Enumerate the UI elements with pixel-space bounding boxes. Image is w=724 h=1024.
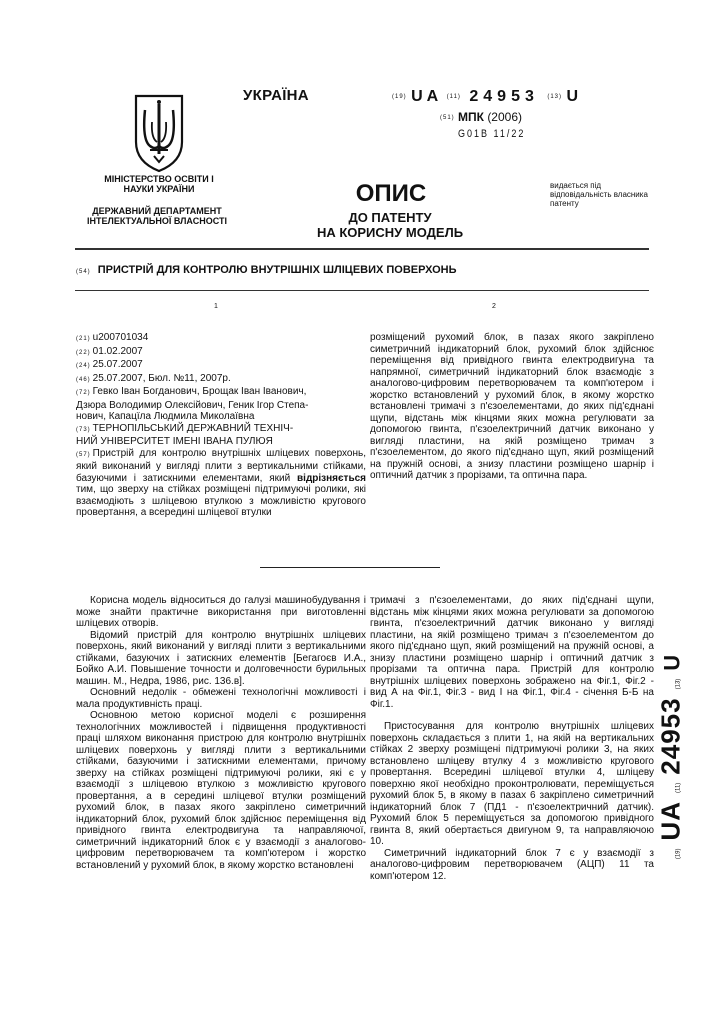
section-divider bbox=[260, 567, 440, 568]
side-patent-stamp: (19)UA(11)24953(13)U bbox=[655, 654, 686, 860]
paragraph: Пристосування для контролю внутрішніх шліцевих поверхонь складається з плити 1, на якій на вертикальних стійках 2 зверху розміщені підтримуючі ролики 3, на яких встановлено шліцеву втулку 4 з можливістю кругового провертання. Всередині шліцевої втулки 4, шліцеву поверхню якої необхідно проконтролювати, переміщується рухомий блок 5, в якому в пазах 6 закріплено симетричний індикаторний блок 7 (ПД1 - п'єзоелектричний датчик). Рухомий блок 5 переміщується за допомогою привідного гвинта 8, який обертається двигуном 9, та направляючою 10. bbox=[370, 721, 654, 847]
application-number: (21) u200701034 bbox=[76, 332, 149, 343]
description-left-column bbox=[76, 595, 366, 871]
country-name: УКРАЇНА bbox=[243, 87, 309, 104]
patent-number: 24953 bbox=[469, 88, 539, 105]
paragraph: тримачі з п'єзоелементами, до яких під'єднані щупи, відстань між кінцями яких можна регулювати за допомогою гвинта, п'єзоелектричний датчик виконано у вигляді пластини, на якій розміщено тримач з п'єзоелементом до якого під'єднано щуп, який розміщений на пружній основі, а знизу пластини розміщено шарнір і оптичний датчик з прорізами та оптична пара. Пристрій для контролю внутрішніх шліцевих поверхонь зображено на Фіг.1, Фіг.2 - вид А на Фіг.1, Фіг.3 - вид І на Фіг.1, Фіг.4 - січення Б-Б на Фіг.1. bbox=[370, 595, 654, 710]
document-subtitle: ДО ПАТЕНТУ НА КОРИСНУ МОДЕЛЬ bbox=[316, 210, 464, 240]
paragraph: Основною метою корисної моделі є розширення технологічних можливостей і підвищення продуктивності праці шляхом виконання пристрою для контролю внутрішніх шліцевих поверхонь у вигляді плити з вертикальними стійками, базуючими і затискними елементами, причому зверху на стійках розміщені підтримуючі ролики, які є у взаємодії з шліцевою втулкою з можливістю кругового провертання, а в середині шліцевої втулки розміщений рухомий блок, в пазах якого закріплено симетричний індикаторний блок, рухомий блок здійснює переміщення від привідного гвинта електродвигуна та направляючої, симетричний індикаторний блок є у взаємодії з аналогово-цифровим перетворювачем та комп'ютером і жорстко встановлений у рухомий блок, в якому жорстко встановлені bbox=[76, 710, 366, 871]
header-rule bbox=[75, 248, 649, 250]
publication-number: (19) UA (11) 24953 (13) U bbox=[392, 88, 579, 105]
department-name: ДЕРЖАВНИЙ ДЕПАРТАМЕНТ ІНТЕЛЕКТУАЛЬНОЇ ВЛАСНОСТІ bbox=[87, 206, 227, 226]
claim-text: (57) Пристрій для контролю внутрішніх шліцевих поверхонь, який виконаний у вигляді плити з вертикальними стійками, базуючими і затискними елементами, який відрізняється тим, що зверху на стійках розміщені підтримуючі ролики, які взаємодіють з шліцевою втулкою з можливістю кругового провертання, а всередині шліцевої втулки bbox=[76, 447, 366, 518]
kind-code: U bbox=[566, 88, 579, 105]
publication-date: (46) 25.07.2007, Бюл. №11, 2007р. bbox=[76, 372, 231, 384]
responsibility-note: видається під відповідальність власника патенту bbox=[550, 181, 648, 208]
invention-title: (54) ПРИСТРІЙ ДЛЯ КОНТРОЛЮ ВНУТРІШНІХ ШЛІЦЕВИХ ПОВЕРХОНЬ bbox=[76, 264, 457, 276]
filing-date: (22) 01.02.2007 bbox=[76, 345, 143, 357]
ipc-code: G01B 11/22 bbox=[458, 127, 526, 140]
inventors: (72) Гевко Іван Богданович, Брощак Іван Іванович, bbox=[76, 386, 307, 397]
document-type: ОПИС bbox=[355, 180, 427, 207]
paragraph: Корисна модель відноситься до галузі машинобудування і може знайти практичне використання при виготовленні шліцевих отворів. bbox=[76, 595, 366, 629]
claim-continued: розміщений рухомий блок, в пазах якого закріплено симетричний індикаторний блок, рухомий блок здійснює переміщення від привідного гвинта електродвигуна та напрямної, симетричний індикаторний блок взаємодіє з аналогово-цифровим перетворювачем та комп'ютером і жорстко встановлений у рухомий блок, в якому жорстко встановлені тримачі з п'єзоелементами, до яких під'єднані щупи, відстань між кінцями яких можна регулювати за допомогою гвинта, п'єзоелектричний датчик виконано у вигляді пластини, на якій розміщено тримач з п'єзоелементом, до якого під'єднано щуп, який розміщений на пружній основі, а знизу пластини розміщено шарнір і оптичний датчик з прорізами, та оптична пара. bbox=[370, 332, 654, 481]
ministry-name: МІНІСТЕРСТВО ОСВІТИ І НАУКИ УКРАЇНИ bbox=[104, 174, 214, 194]
side-patent-number: 24953 bbox=[655, 697, 686, 775]
paragraph: Основний недолік - обмежені технологічні можливості і мала продуктивність праці. bbox=[76, 687, 366, 710]
title-rule bbox=[75, 290, 649, 291]
paragraph: Симетричний індикаторний блок 7 є у взаємодії з аналогово-цифровим перетворювачем (АЦП) 11 та комп'ютером 12. bbox=[370, 847, 654, 882]
paragraph: Відомий пристрій для контролю внутрішніх шліцевих поверхонь, який виконаний у вигляді плити з вертикальними стійками, базуючих і затискних елементів [Бегагоєв И.А., Бойко А.И. Повышение точности и долговечности бурильных машин. М., Недра, 1986, рис. 136.в]. bbox=[76, 629, 366, 687]
coat-of-arms-emblem bbox=[130, 92, 188, 174]
effective-date: (24) 25.07.2007 bbox=[76, 359, 143, 370]
column-number-right: 2 bbox=[492, 303, 496, 310]
ipc-classification: (51) МПК (2006) bbox=[440, 110, 522, 124]
description-right-column bbox=[370, 595, 654, 882]
bibliographic-data: (21) u200701034 (22) 01.02.2007 (24) 25.07.2007 (46) 25.07.2007, Бюл. №11, 2007р. (72) Гевко Іван Богданович, Брощак Іван Іванович, Дзюра Володимир Олексійович, Геник Ігор Степа- нович, Капацїла Людмила Миколаївна (73) ТЕРНОПІЛЬСЬКИЙ ДЕРЖАВНИЙ ТЕХНІЧ- НИЙ УНІВЕРСИТЕТ ІМЕНІ ІВАНА ПУЛЮЯ (57) Пристрій для контролю внутрішніх шліцевих поверхонь, який виконаний у вигляді плити з вертикальними стійками, базуючими і затискними елементами, який відрізняється тим, що зверху на стійках розміщені підтримуючі ролики, які взаємодіють з шліцевою втулкою з можливістю кругового провертання, а всередині шліцевої втулки bbox=[76, 332, 366, 518]
patent-owner: (73) ТЕРНОПІЛЬСЬКИЙ ДЕРЖАВНИЙ ТЕХНІЧ- bbox=[76, 422, 294, 434]
column-number-left: 1 bbox=[214, 303, 218, 310]
